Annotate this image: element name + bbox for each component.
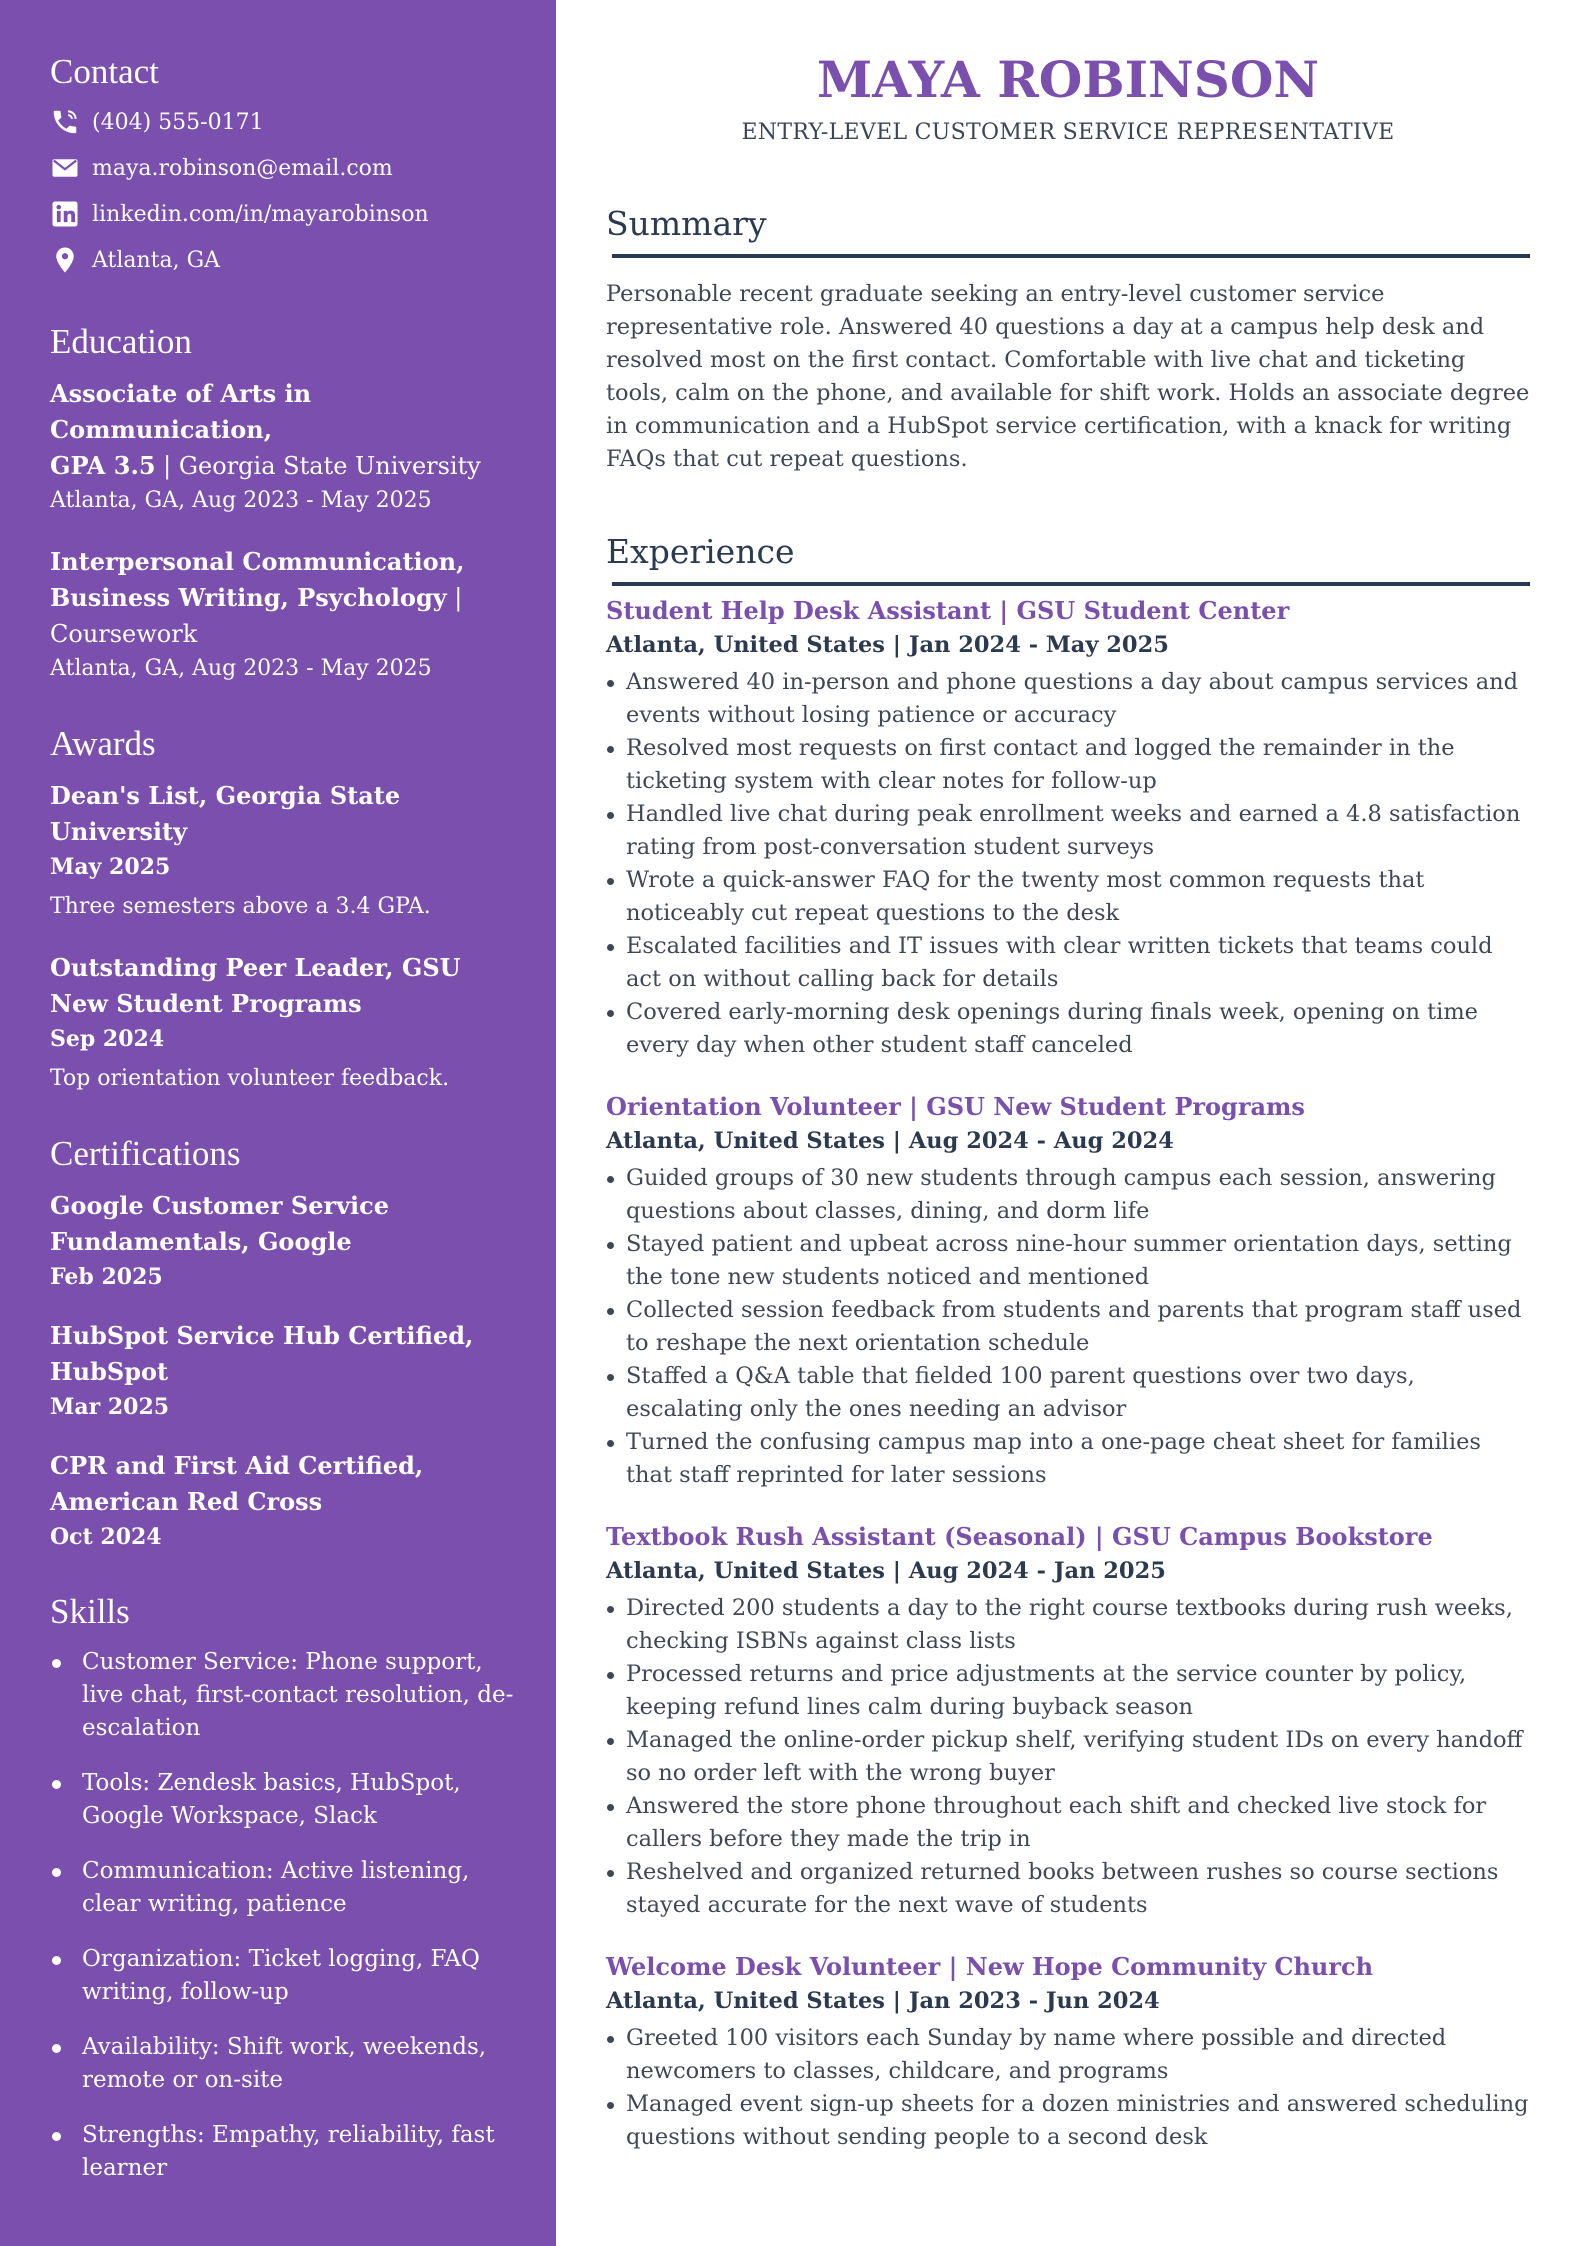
job-bullet: Processed returns and price adjustments at the service counter by policy, keeping refund lines calm during buyback season [606,1658,1530,1724]
section-divider [612,254,1530,258]
skill-item: Customer Service: Phone support, live chat, first-contact resolution, de-escalation [50,1646,516,1745]
award-description: Three semesters above a 3.4 GPA. [50,894,431,919]
degree-gpa: GPA 3.5 [50,451,156,480]
job-meta: Atlanta, United States | Aug 2024 - Aug 2024 [606,1128,1174,1154]
job-bullet: Managed event sign-up sheets for a dozen ministries and answered scheduling questions without sending people to a second desk [606,2088,1530,2154]
contact-location [50,244,516,276]
job-bullet: Staffed a Q&A table that fielded 100 parent questions over two days, escalating only the ones needing an advisor [606,1360,1530,1426]
email-icon [50,153,80,183]
education-item [50,544,516,686]
certification-name: HubSpot Service Hub Certified, HubSpot [50,1321,474,1386]
job-bullet: Managed the online-order pickup shelf, verifying student IDs on every handoff so no order left with the wrong buyer [606,1724,1530,1790]
job-bullets [606,1162,1530,1492]
job-bullet: Collected session feedback from students and parents that program staff used to reshape the next orientation schedule [606,1294,1530,1360]
certification-date: Feb 2025 [50,1264,163,1290]
award-name: Outstanding Peer Leader, GSU New Student Programs [50,953,461,1018]
contact-section [50,52,516,276]
skill-item: Availability: Shift work, weekends, remote or on-site [50,2031,516,2097]
skills-heading: Skills [50,1592,130,1631]
job-meta: Atlanta, United States | Jan 2023 - Jun 2024 [606,1988,1160,2014]
contact-linkedin[interactable] [50,198,516,230]
job-bullet: Directed 200 students a day to the right course textbooks during rush weeks, checking ISBNs against class lists [606,1592,1530,1658]
coursework-sep: | [446,584,463,612]
section-divider [612,582,1530,586]
job-entry [606,1090,1530,1492]
job-meta: Atlanta, United States | Jan 2024 - May 2025 [606,632,1169,658]
degree-line-1: Associate of Arts in Communication, [50,379,312,444]
candidate-role: ENTRY-LEVEL CUSTOMER SERVICE REPRESENTATIVE [741,120,1395,145]
contact-email[interactable] [50,152,516,184]
job-title: Student Help Desk Assistant | GSU Student Center [606,596,1290,625]
skills-section [50,1592,516,2185]
certification-name: CPR and First Aid Certified, American Red Cross [50,1451,424,1516]
skills-list [50,1646,516,2185]
job-bullets [606,666,1530,1062]
coursework-line-2 [50,580,516,616]
candidate-name: MAYA ROBINSON [816,50,1320,109]
education-heading: Education [50,322,192,361]
skill-item: Tools: Zendesk basics, HubSpot, Google Workspace, Slack [50,1767,516,1833]
contact-phone[interactable] [50,106,516,138]
award-description: Top orientation volunteer feedback. [50,1066,450,1091]
contact-heading: Contact [50,52,159,91]
certification-name: Google Customer Service Fundamentals, Google [50,1191,390,1256]
coursework-line-1: Interpersonal Communication, [50,547,465,576]
skill-item: Communication: Active listening, clear writing, patience [50,1855,516,1921]
education-item [50,376,516,518]
job-entry [606,1950,1530,2154]
job-bullet: Guided groups of 30 new students through campus each session, answering questions about classes, dining, and dorm life [606,1162,1530,1228]
experience-section [606,530,1530,2154]
job-bullet: Stayed patient and upbeat across nine-hour summer orientation days, setting the tone new students noticed and mentioned [606,1228,1530,1294]
certification-item [50,1318,516,1424]
coursework-place: Atlanta, GA, Aug 2023 - May 2025 [50,656,432,681]
awards-heading: Awards [50,724,156,763]
summary-heading: Summary [606,204,767,243]
certification-date: Oct 2024 [50,1524,162,1550]
linkedin-text: linkedin.com/in/mayarobinson [92,201,429,227]
job-meta: Atlanta, United States | Aug 2024 - Jan 2025 [606,1558,1166,1584]
certification-item [50,1188,516,1294]
award-name: Dean's List, Georgia State University [50,781,401,846]
summary-text: Personable recent graduate seeking an entry-level customer service representative role. Answered 40 questions a day at a campus help desk and resolved most on the first contact. Comfortable with live chat and ticketing tools, calm on the phone, and available for shift work. Holds an associate degree in communication and a HubSpot service certification, with a knack for writing FAQs that cut repeat questions. [606,281,1530,472]
award-date: May 2025 [50,854,171,880]
skill-item: Strengths: Empathy, reliability, fast learner [50,2119,516,2185]
job-bullet: Escalated facilities and IT issues with clear written tickets that teams could act on without calling back for details [606,930,1530,996]
certifications-heading: Certifications [50,1134,241,1173]
job-title: Welcome Desk Volunteer | New Hope Community Church [606,1952,1374,1981]
sidebar [0,0,556,2246]
location-pin-icon [50,245,80,275]
certification-item [50,1448,516,1554]
job-title: Orientation Volunteer | GSU New Student Programs [606,1092,1305,1121]
job-bullet: Turned the confusing campus map into a one-page cheat sheet for families that staff reprinted for later sessions [606,1426,1530,1492]
job-bullet: Reshelved and organized returned books between rushes so course sections stayed accurate for the next wave of students [606,1856,1530,1922]
job-bullet: Handled live chat during peak enrollment weeks and earned a 4.8 satisfaction rating from post-conversation student surveys [606,798,1530,864]
job-bullet: Resolved most requests on first contact and logged the remainder in the ticketing system with clear notes for follow-up [606,732,1530,798]
job-bullet: Answered the store phone throughout each shift and checked live stock for callers before they made the trip in [606,1790,1530,1856]
job-bullet: Greeted 100 visitors each Sunday by name where possible and directed newcomers to classes, childcare, and programs [606,2022,1530,2088]
job-title: Textbook Rush Assistant (Seasonal) | GSU Campus Bookstore [606,1522,1433,1551]
certification-date: Mar 2025 [50,1394,170,1420]
job-bullets [606,2022,1530,2154]
main-content [556,0,1588,2246]
location-text: Atlanta, GA [92,247,221,273]
coursework-line-3: Coursework [50,620,198,648]
linkedin-icon [50,199,80,229]
degree-place: Atlanta, GA, Aug 2023 - May 2025 [50,488,432,513]
email-text: maya.robinson@email.com [92,155,393,181]
job-entry [606,1520,1530,1922]
award-item [50,950,516,1096]
coursework-subjects: Business Writing, Psychology [50,583,447,612]
phone-icon [50,107,80,137]
education-section [50,322,516,686]
degree-line-2 [50,448,516,484]
job-bullet: Wrote a quick-answer FAQ for the twenty most common requests that noticeably cut repeat questions to the desk [606,864,1530,930]
summary-section [606,202,1530,476]
job-bullet: Answered 40 in-person and phone questions a day about campus services and events without losing patience or accuracy [606,666,1530,732]
awards-section [50,724,516,1096]
job-bullets [606,1592,1530,1922]
degree-school: | Georgia State University [155,452,481,480]
job-bullet: Covered early-morning desk openings during finals week, opening on time every day when other student staff canceled [606,996,1530,1062]
phone-text: (404) 555-0171 [92,109,264,135]
experience-heading: Experience [606,532,795,571]
skill-item: Organization: Ticket logging, FAQ writing, follow-up [50,1943,516,2009]
award-item [50,778,516,924]
award-date: Sep 2024 [50,1026,165,1052]
job-entry [606,594,1530,1062]
certifications-section [50,1134,516,1554]
